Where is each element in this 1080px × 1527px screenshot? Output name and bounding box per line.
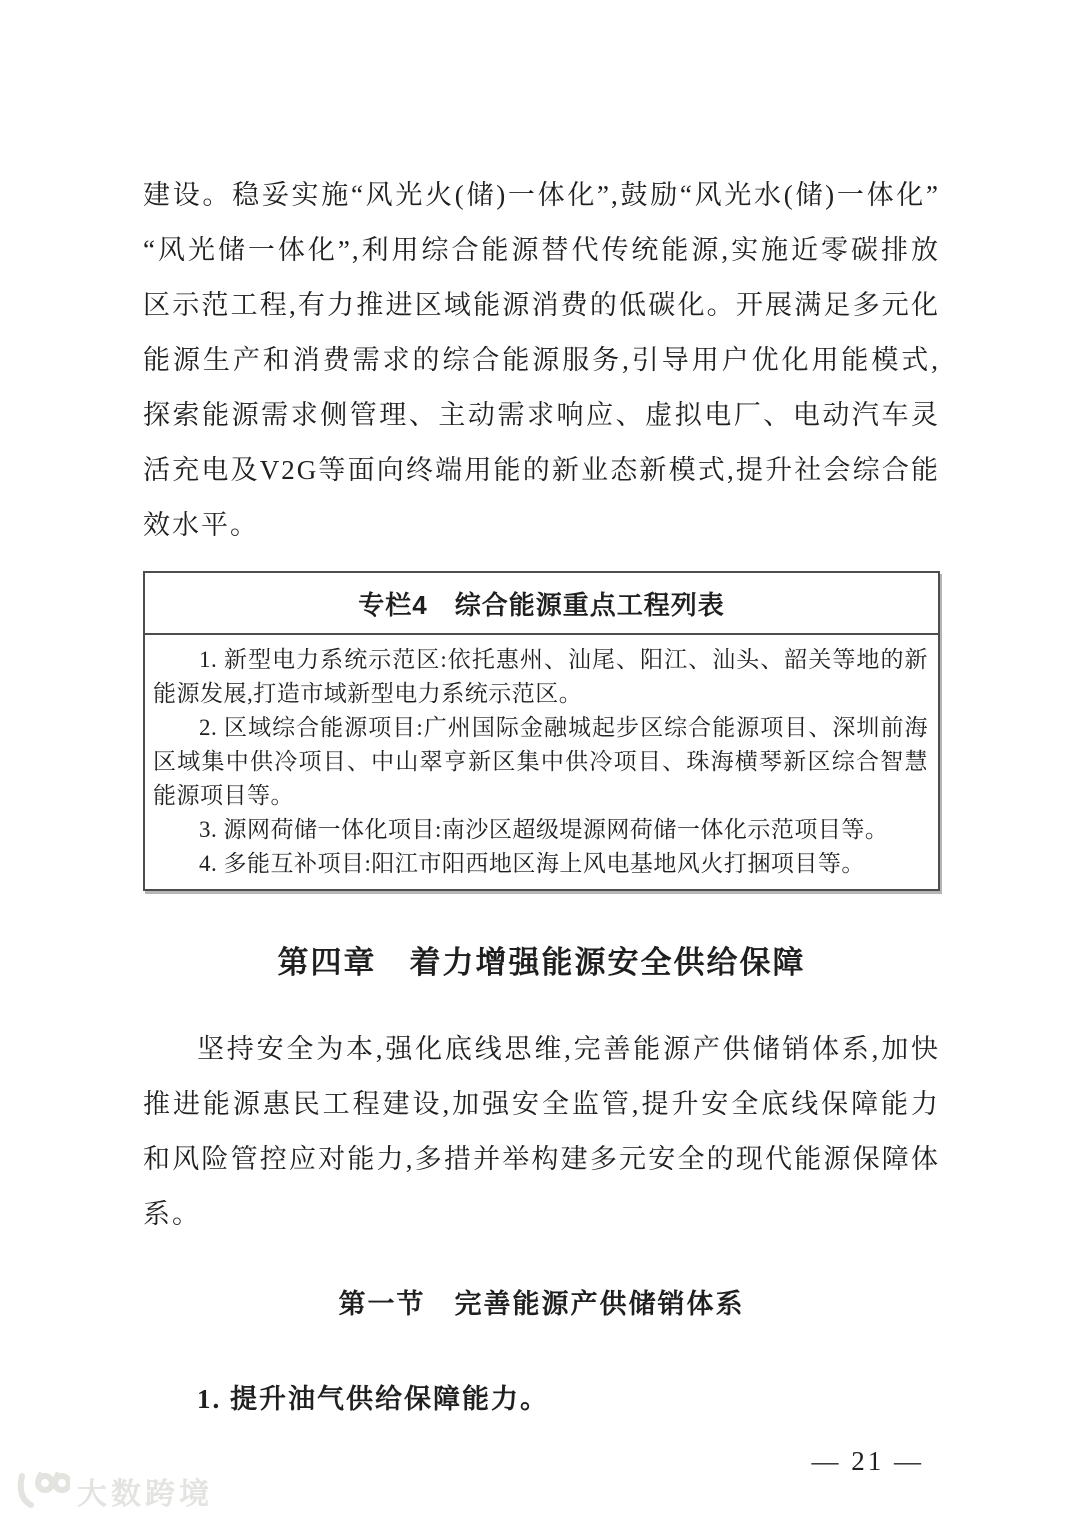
dashu-logo-icon — [14, 1470, 70, 1512]
callout-box-body — [145, 635, 938, 889]
numbered-subheading: 1. 提升油气供给保障能力。 — [197, 1384, 549, 1414]
callout-box-item: 2. 区域综合能源项目:广州国际金融城起步区综合能源项目、深圳前海区域集中供冷项目、中山翠亨新区集中供冷项目、珠海横琴新区综合智慧能源项目等。 — [153, 715, 928, 808]
callout-box-item: 3. 源网荷储一体化项目:南沙区超级堤源网荷储一体化示范项目等。 — [199, 817, 889, 842]
watermark-text: 大数跨境 — [77, 1478, 213, 1511]
paragraph-energy-integration: 建设。稳妥实施“风光火(储)一体化”,鼓励“风光水(储)一体化”“风光储一体化”,利用综合能源替代传统能源,实施近零碳排放区示范工程,有力推进区域能源消费的低碳化。开展满足多元化能源生产和消费需求的综合能源服务,引导用户优化用能模式,探索能源需求侧管理、主动需求响应、虚拟电厂、电动汽车灵活充电及V2G等面向终端用能的新业态新模式,提升社会综合能效水平。 — [143, 180, 940, 540]
watermark — [14, 1469, 213, 1513]
page-number: — 21 — — [811, 1446, 924, 1476]
callout-box-item: 1. 新型电力系统示范区:依托惠州、汕尾、阳江、汕头、韶关等地的新能源发展,打造市域新型电力系统示范区。 — [153, 647, 928, 706]
callout-box-title: 专栏4 综合能源重点工程列表 — [145, 573, 938, 635]
section-heading: 第一节 完善能源产供储销体系 — [338, 1289, 745, 1319]
callout-box-item: 4. 多能互补项目:阳江市阳西地区海上风电基地风火打捆项目等。 — [199, 851, 865, 876]
paragraph-security-supply: 坚持安全为本,强化底线思维,完善能源产供储销体系,加快推进能源惠民工程建设,加强安全监管,提升安全底线保障能力和风险管控应对能力,多措并举构建多元安全的现代能源保障体系。 — [143, 1034, 940, 1229]
callout-box-column4 — [143, 571, 940, 891]
chapter-heading: 第四章 着力增强能源安全供给保障 — [277, 945, 806, 980]
